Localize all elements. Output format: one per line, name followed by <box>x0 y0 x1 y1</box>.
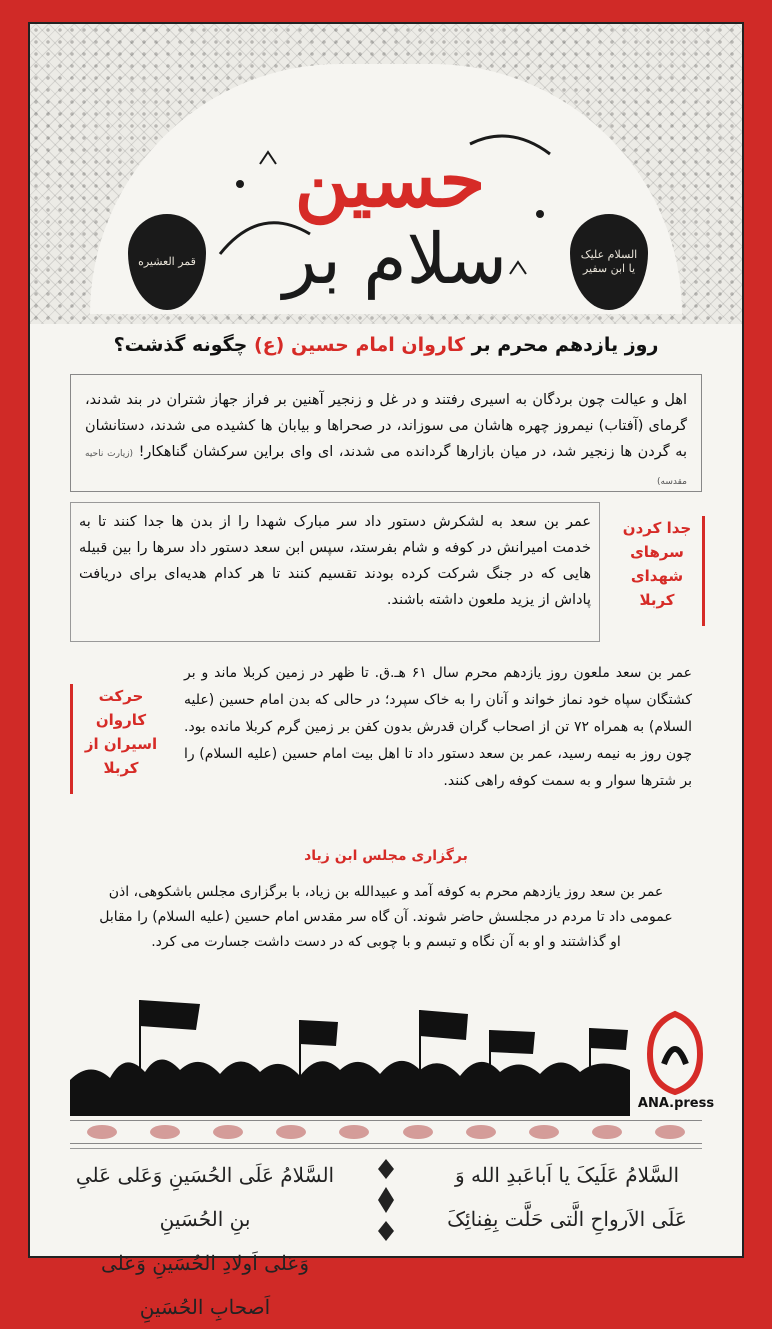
headline-highlight: کاروان امام حسین (ع) <box>253 334 466 356</box>
ornament-divider-icon <box>370 1155 402 1245</box>
title-hussain: حسین <box>294 138 486 224</box>
title-salam: سلام بر <box>282 218 508 300</box>
headline-pre: روز یازدهم محرم بر <box>465 334 659 356</box>
section-caravan-text: عمر بن سعد ملعون روز یازدهم محرم سال ۶۱ هـ.ق. تا ظهر در زمین کربلا ماند و بر کشتگان سپاه خود نماز خواند و آنان را به خاک سپرد؛ در حالی که بدن امام حسین (علیه السلام) به همراه ۷۲ تن از اصحاب گران قدرش بدون کفن بر زمین گرم کربلا مانده بود. چون روز به نیمه رسید، عمر بن سعد دستور داد تا اهل بیت امام حسین (علیه السلام) را بر شترها سوار و به سمت کوفه راهی کنند. <box>184 665 693 789</box>
verse-left-line-2: وَعَلی اَولادِ الحُسَینِ وَعَلی اَصحابِ الحُسَینِ <box>100 1251 310 1319</box>
ziyarat-footer <box>70 1148 702 1319</box>
headline-post: چگونه گذشت؟ <box>113 334 254 356</box>
seal-icon <box>655 1125 685 1139</box>
section-majlis <box>70 842 702 982</box>
section-majlis-label: برگزاری مجلس ابن زیاد <box>304 848 468 864</box>
verse-right-line-2: عَلَی الاَرواحِ الَّتی حَلَّت بِفِنائِکَ <box>447 1207 687 1231</box>
medallion-right-text: السلام علیک یا ابن سفیر <box>580 247 638 275</box>
seal-icon <box>403 1125 433 1139</box>
verse-left-line-1: السَّلامُ عَلَی الحُسَینِ وَعَلی عَلیِ بنِ الحُسَینِ <box>75 1163 335 1231</box>
seal-icon <box>87 1125 117 1139</box>
seal-icon <box>592 1125 622 1139</box>
paper-frame <box>28 22 744 1319</box>
headline <box>42 328 730 362</box>
section-heads-label: جدا کردن سرهای شهدای کربلا <box>612 516 705 626</box>
intro-reference: (زیارت ناحیه مقدسه) <box>85 449 687 487</box>
seal-icon <box>150 1125 180 1139</box>
brand-text: ANA.press <box>637 1096 715 1111</box>
medallion-left-text: قمر العشیره <box>138 254 196 268</box>
section-caravan-label: حرکت کاروان اسیران از کربلا <box>70 684 169 794</box>
verse-right <box>432 1153 702 1241</box>
ana-logo-icon <box>640 1004 710 1104</box>
section-heads <box>70 502 702 642</box>
intro-box <box>70 374 702 492</box>
verse-left <box>70 1153 340 1329</box>
seal-icon <box>213 1125 243 1139</box>
section-caravan <box>70 656 702 826</box>
section-majlis-text: عمر بن سعد روز یازدهم محرم به کوفه آمد و عبیدالله بن زیاد، با برگزاری مجلس باشکوهی، اذن عمومی داد تا مردم در مجلسش حاضر شوند. آن گاه سر مقدس امام حسین (علیه السلام) را مقابل او گذاشتند و او به آن نگاه و تبسم و با چوبی که در دست داشت جسارت می کرد. <box>99 884 673 950</box>
verse-right-line-1: السَّلامُ عَلَیکَ یا اَباعَبدِ الله وَ <box>454 1163 680 1187</box>
crowd-silhouette-icon <box>70 990 630 1116</box>
intro-text: اهل و عیالت چون بردگان به اسیری رفتند و در غل و زنجیر آهنین بر فراز جهاز شتران در بند شدند، گرمای (آفتاب) نیمروز چهره هاشان می سوزاند، در صحراها و بیابان ها کشیده می شدند، دستانشان به گردن ها زنجیر شد، در میان بازارها گردانده می شدند، ای وای براین سرکشان گناهکار! <box>85 392 688 460</box>
seal-band <box>70 1120 702 1144</box>
seal-icon <box>276 1125 306 1139</box>
seal-icon <box>466 1125 496 1139</box>
seal-icon <box>529 1125 559 1139</box>
seal-icon <box>339 1125 369 1139</box>
section-heads-text: عمر بن سعد به لشکرش دستور داد سر مبارک شهدا را از بدن ها جدا کنند تا به خدمت امیرانش در کوفه و شام بفرستد، سپس ابن سعد دستور داد سرها را بین قبیله هایی که در جنگ شرکت کرده بودند تقسیم کنند تا هر کدام هدیه‌ای برای دریافت پاداش از یزید ملعون داشته باشند. <box>70 502 600 642</box>
